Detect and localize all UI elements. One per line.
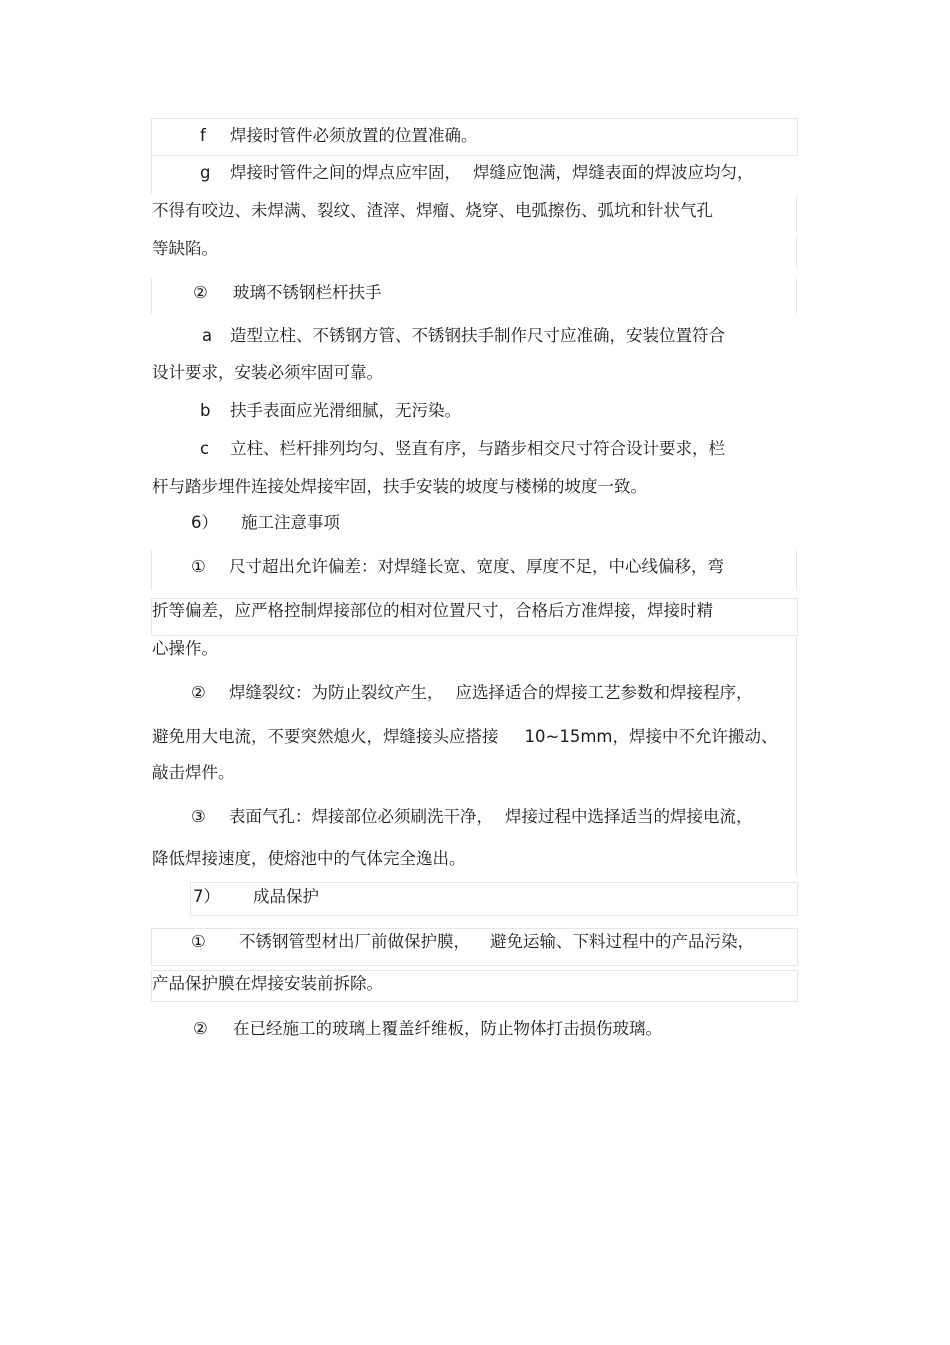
- scan-fragment-edge: [796, 196, 797, 232]
- list-marker: ①: [191, 932, 206, 951]
- line-text: 焊接时管件之间的焊点应牢固，: [230, 163, 461, 182]
- section-heading: [191, 512, 340, 534]
- paragraph-line: [152, 476, 647, 498]
- paragraph-line: [202, 325, 725, 347]
- line-text: 避免用大电流，不要突然熄火，焊缝接头应搭接: [152, 727, 499, 746]
- list-marker: a: [202, 326, 213, 345]
- section-heading: [193, 886, 319, 908]
- paragraph-line: [200, 438, 725, 460]
- line-text: 焊接时管件必须放置的位置准确。: [230, 126, 478, 145]
- line-text-continued: 焊接过程中选择适当的焊接电流，: [505, 807, 753, 826]
- line-text: 施工注意事项: [241, 513, 340, 532]
- list-marker: ②: [191, 683, 206, 702]
- line-text: 不得有咬边、未焊满、裂纹、渣滓、焊瘤、烧穿、电弧擦伤、弧坑和针状气孔: [152, 201, 713, 220]
- line-text: 降低焊接速度，使熔池中的气体完全逸出。: [152, 849, 466, 868]
- scan-fragment-edge: [796, 236, 797, 268]
- line-text-continued: 10~15mm，焊接中不允许搬动、: [524, 727, 778, 746]
- line-text: 杆与踏步埋件连接处焊接牢固，扶手安装的坡度与楼梯的坡度一致。: [152, 477, 647, 496]
- section-heading: [193, 282, 382, 304]
- paragraph-line: [152, 362, 383, 384]
- paragraph-line: [200, 162, 754, 184]
- list-marker: g: [200, 163, 211, 182]
- line-text-continued: 焊缝应饱满，焊缝表面的焊波应均匀，: [473, 163, 754, 182]
- list-marker: ②: [193, 283, 208, 302]
- paragraph-line: [152, 726, 777, 748]
- line-text: 焊缝裂纹：为防止裂纹产生，: [229, 683, 444, 702]
- line-text: 造型立柱、不锈钢方管、不锈钢扶手制作尺寸应准确，安装位置符合: [230, 326, 725, 345]
- list-marker: f: [200, 126, 206, 145]
- paragraph-line: [152, 848, 466, 870]
- list-marker: b: [200, 401, 211, 420]
- scan-fragment-edge: [796, 550, 797, 590]
- line-text: 尺寸超出允许偏差：对焊缝长宽、宽度、厚度不足，中心线偏移，弯: [229, 557, 724, 576]
- line-text: 不锈钢管型材出厂前做保护膜，: [239, 932, 470, 951]
- line-text: 成品保护: [253, 887, 319, 906]
- scan-fragment-edge: [796, 636, 797, 876]
- scan-fragment-edge: [151, 156, 152, 194]
- line-text-continued: 应选择适合的焊接工艺参数和焊接程序，: [455, 683, 753, 702]
- scan-fragment-edge: [796, 278, 797, 314]
- line-text-continued: 避免运输、下料过程中的产品污染，: [490, 932, 754, 951]
- paragraph-line: [152, 973, 383, 995]
- list-marker: ②: [193, 1019, 208, 1038]
- line-text: 敲击焊件。: [152, 763, 235, 782]
- paragraph-line: [152, 762, 235, 784]
- line-text: 产品保护膜在焊接安装前拆除。: [152, 974, 383, 993]
- list-marker: ①: [191, 557, 206, 576]
- list-marker: 6）: [191, 513, 218, 532]
- scan-fragment-edge: [151, 550, 152, 590]
- paragraph-line: [152, 200, 713, 222]
- line-text: 立柱、栏杆排列均匀、竖直有序，与踏步相交尺寸符合设计要求，栏: [230, 439, 725, 458]
- paragraph-line: [191, 806, 753, 828]
- list-marker: 7）: [193, 887, 220, 906]
- line-text: 设计要求，安装必须牢固可靠。: [152, 363, 383, 382]
- line-text: 扶手表面应光滑细腻，无污染。: [230, 401, 461, 420]
- paragraph-line: [191, 682, 753, 704]
- list-marker: c: [200, 439, 210, 458]
- paragraph-line: [191, 556, 724, 578]
- line-text: 在已经施工的玻璃上覆盖纤维板，防止物体打击损伤玻璃。: [233, 1019, 662, 1038]
- paragraph-line: [191, 931, 754, 953]
- paragraph-line: [152, 600, 713, 622]
- paragraph-line: [193, 1018, 662, 1040]
- line-text: 表面气孔：焊接部位必须刷洗干净，: [229, 807, 493, 826]
- paragraph-line: [152, 238, 218, 260]
- scan-fragment-edge: [151, 278, 152, 314]
- list-marker: ③: [191, 807, 206, 826]
- paragraph-line: [152, 638, 218, 660]
- paragraph-line: [200, 400, 461, 422]
- paragraph-line: [200, 125, 478, 147]
- line-text: 等缺陷。: [152, 239, 218, 258]
- line-text: 心操作。: [152, 639, 218, 658]
- line-text: 玻璃不锈钢栏杆扶手: [233, 283, 382, 302]
- line-text: 折等偏差，应严格控制焊接部位的相对位置尺寸，合格后方准焊接，焊接时精: [152, 601, 713, 620]
